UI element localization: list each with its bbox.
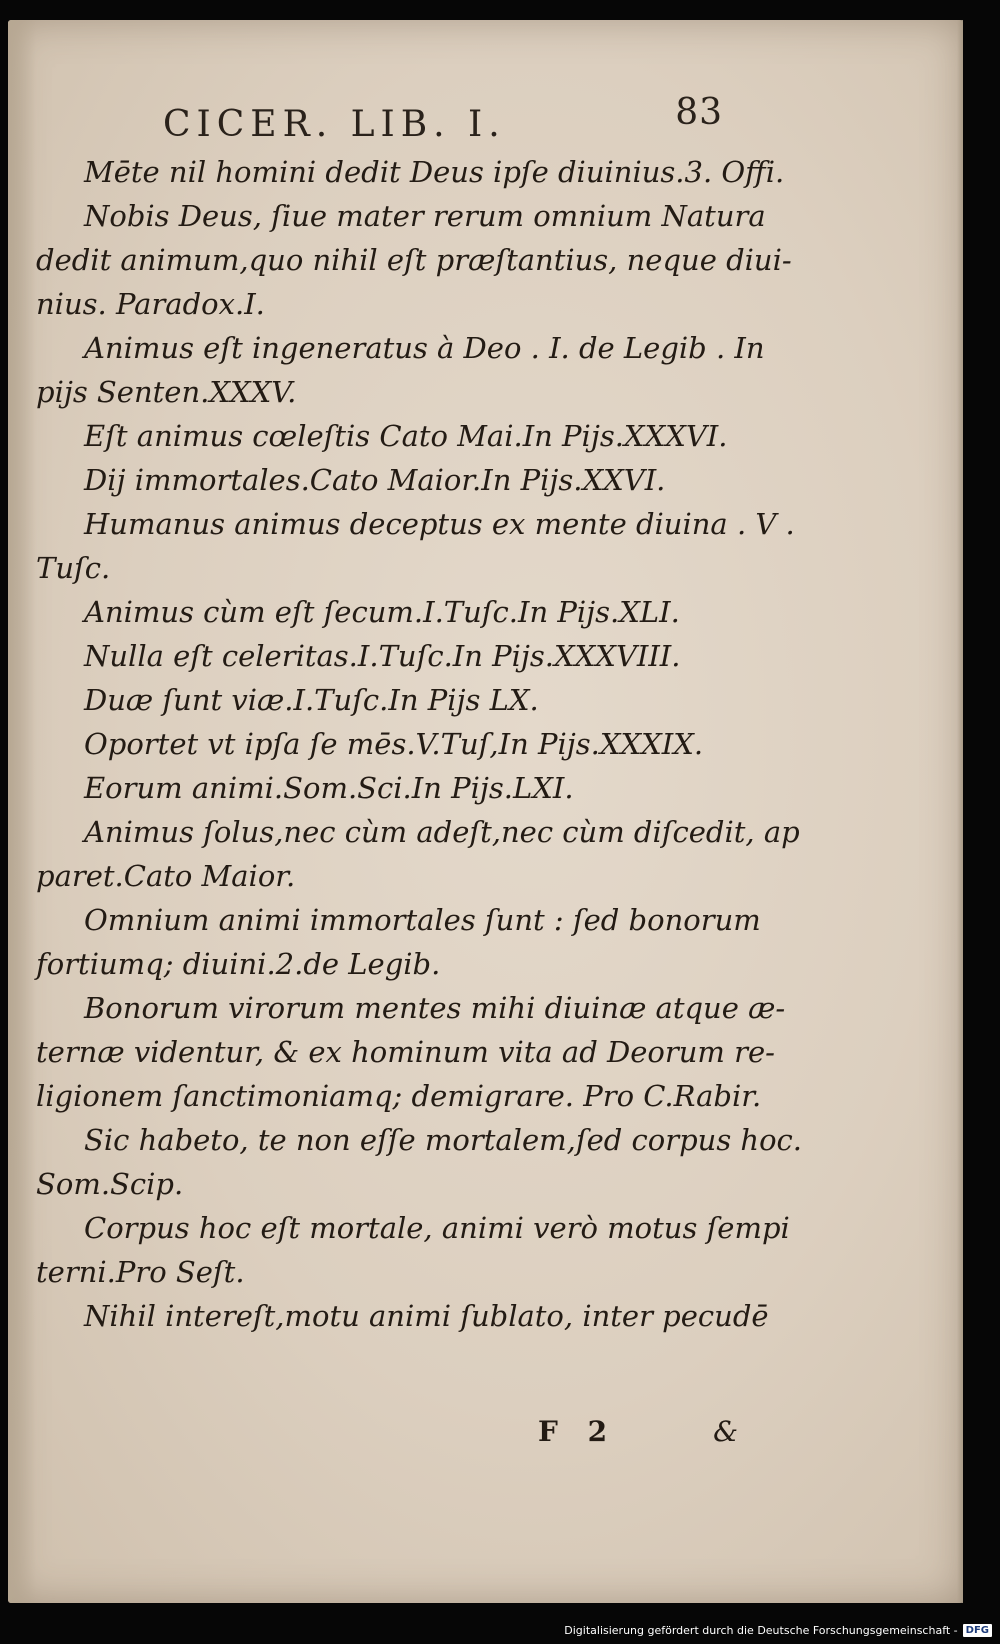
text-line: Nihil intereſt,motu animi ſublato, inter pecudē <box>84 1299 769 1333</box>
text-line: Mēte nil homini dedit Deus ipſe diuinius.3. Offi. <box>84 155 785 189</box>
text-line: ternæ videntur, & ex hominum vita ad Deorum re- <box>36 1035 775 1069</box>
text-line: Eſt animus cœleſtis Cato Mai.In Pijs.XXXVI. <box>84 419 728 453</box>
text-line: fortiumq; diuini.2.de Legib. <box>36 947 441 981</box>
text-line: Humanus animus deceptus ex mente diuina . V . <box>84 507 795 541</box>
text-line: nius. Paradox.I. <box>36 287 265 321</box>
text-line: Oportet vt ipſa ſe mēs.V.Tuſ,In Pijs.XXXIX. <box>84 727 704 761</box>
text-line: terni.Pro Seſt. <box>36 1255 245 1289</box>
text-line: Eorum animi.Som.Sci.In Pijs.LXI. <box>84 771 574 805</box>
signature-line <box>538 1415 738 1459</box>
page-number: 83 <box>675 92 723 133</box>
text-line: Tuſc. <box>36 551 111 585</box>
digitization-credit <box>564 1620 992 1640</box>
dfg-logo: DFG <box>963 1624 992 1637</box>
text-line: Nulla eſt celeritas.I.Tuſc.In Pijs.XXXVIII. <box>84 639 681 673</box>
text-line: Nobis Deus, ſiue mater rerum omnium Natura <box>84 199 766 233</box>
running-head-title: CICER. LIB. I. <box>163 104 506 145</box>
text-line: Bonorum virorum mentes mihi diuinæ atque æ- <box>84 991 786 1025</box>
text-line: Sic habeto, te non eſſe mortalem,ſed corpus hoc. <box>84 1123 803 1157</box>
signature-mark: F 2 <box>538 1415 618 1448</box>
text-line: Animus ſolus,nec cùm adeſt,nec cùm diſcedit, ap <box>84 815 800 849</box>
book-page <box>8 20 963 1603</box>
text-line: Som.Scip. <box>36 1167 184 1201</box>
text-line: Corpus hoc eſt mortale, animi verò motus ſempi <box>84 1211 790 1245</box>
text-line: Animus eſt ingeneratus à Deo . I. de Legib . In <box>84 331 765 365</box>
text-line: ligionem ſanctimoniamq; demigrare. Pro C.Rabir. <box>36 1079 762 1113</box>
text-line: dedit animum,quo nihil eſt præſtantius, neque diui- <box>36 243 792 277</box>
text-line: Animus cùm eſt ſecum.I.Tuſc.In Pijs.XLI. <box>84 595 680 629</box>
running-head <box>163 88 723 144</box>
page-gutter <box>8 20 36 1603</box>
credit-text: Digitalisierung gefördert durch die Deutsche Forschungsgemeinschaft - <box>564 1623 958 1637</box>
text-line: paret.Cato Maior. <box>36 859 296 893</box>
text-line: Omnium animi immortales ſunt : ſed bonorum <box>84 903 761 937</box>
page-edge <box>957 20 963 1603</box>
catchword: & <box>713 1415 738 1448</box>
text-line: Dij immortales.Cato Maior.In Pijs.XXVI. <box>84 463 666 497</box>
text-line: pijs Senten.XXXV. <box>36 375 297 409</box>
text-line: Duæ ſunt viæ.I.Tuſc.In Pijs LX. <box>84 683 539 717</box>
